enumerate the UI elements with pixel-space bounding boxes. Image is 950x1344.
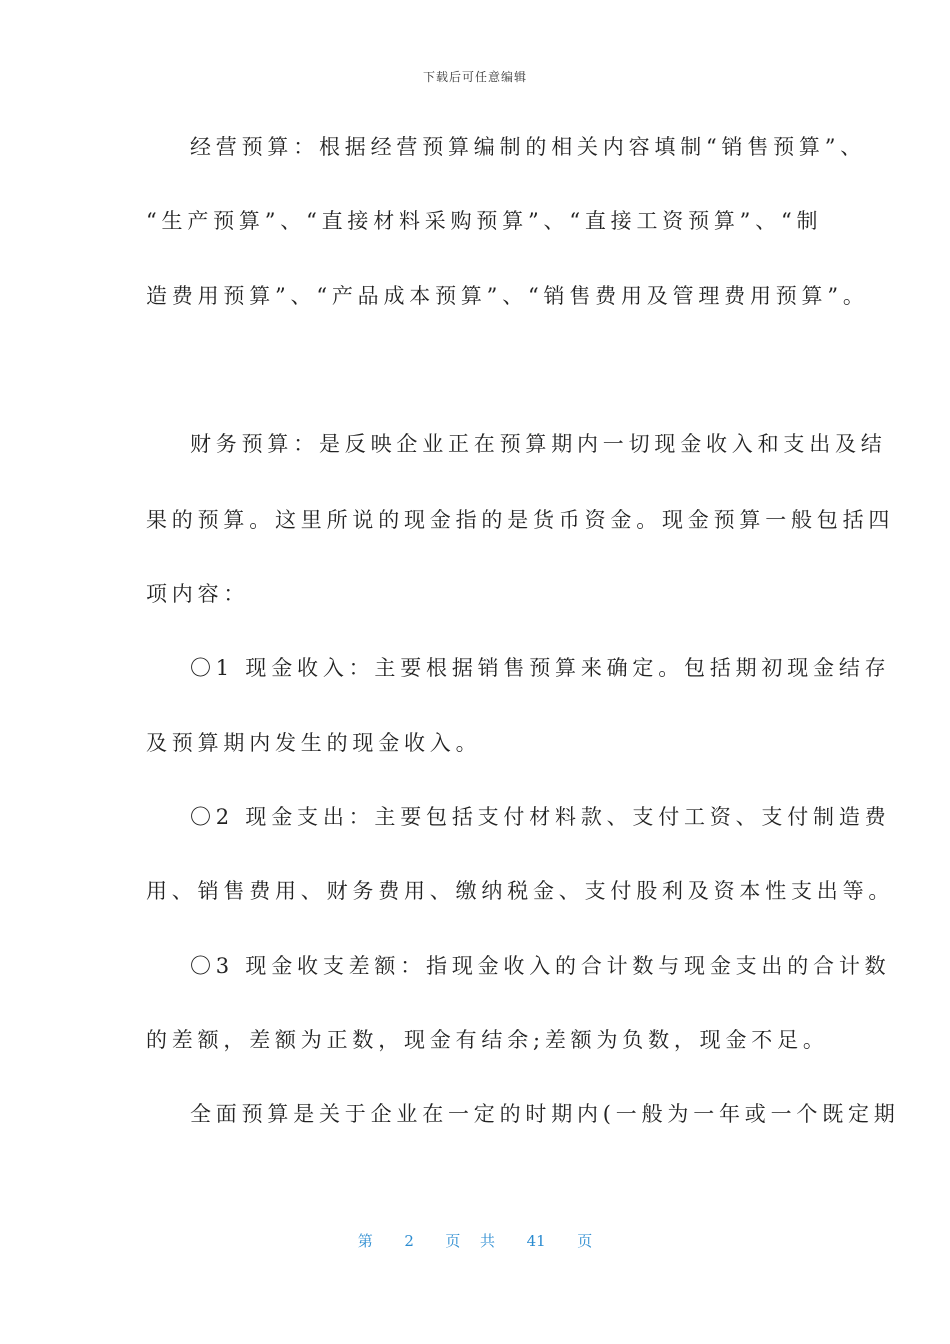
text-line: 的差额，差额为正数，现金有结余;差额为负数，现金不足。 [146,1028,829,1052]
page-footer [0,1230,950,1251]
text-line: 及预算期内发生的现金收入。 [146,731,482,755]
text-line: 用、销售费用、财务费用、缴纳税金、支付股利及资本性支出等。 [146,879,895,903]
footer-total-label: 共 [480,1232,496,1250]
footer-current-page: 2 [404,1232,414,1250]
text-line: 〇3 现金收支差额：指现金收入的合计数与现金支出的合计数 [190,954,891,978]
footer-total-pages: 41 [526,1232,546,1250]
text-line: 全面预算是关于企业在一定的时期内(一般为一年或一个既定期 [190,1102,900,1126]
text-line: 项内容： [146,582,250,606]
text-line: 〇2 现金支出：主要包括支付材料款、支付工资、支付制造费 [190,805,891,829]
page-header: 下载后可任意编辑 [422,70,527,84]
text-line: 造费用预算”、“产品成本预算”、“销售费用及管理费用预算”。 [146,284,869,308]
text-line: “生产预算”、“直接材料采购预算”、“直接工资预算”、“制 [146,209,823,233]
text-line: 经营预算：根据经营预算编制的相关内容填制“销售预算”、 [190,135,867,159]
text-line: 〇1 现金收入：主要根据销售预算来确定。包括期初现金结存 [190,656,891,680]
footer-total-word: 页 [577,1232,593,1250]
text-line: 果的预算。这里所说的现金指的是货币资金。现金预算一般包括四 [146,508,895,532]
footer-page-word: 页 [445,1232,461,1250]
text-line: 财务预算：是反映企业正在预算期内一切现金收入和支出及结 [190,432,887,456]
footer-page-label: 第 [357,1232,373,1250]
